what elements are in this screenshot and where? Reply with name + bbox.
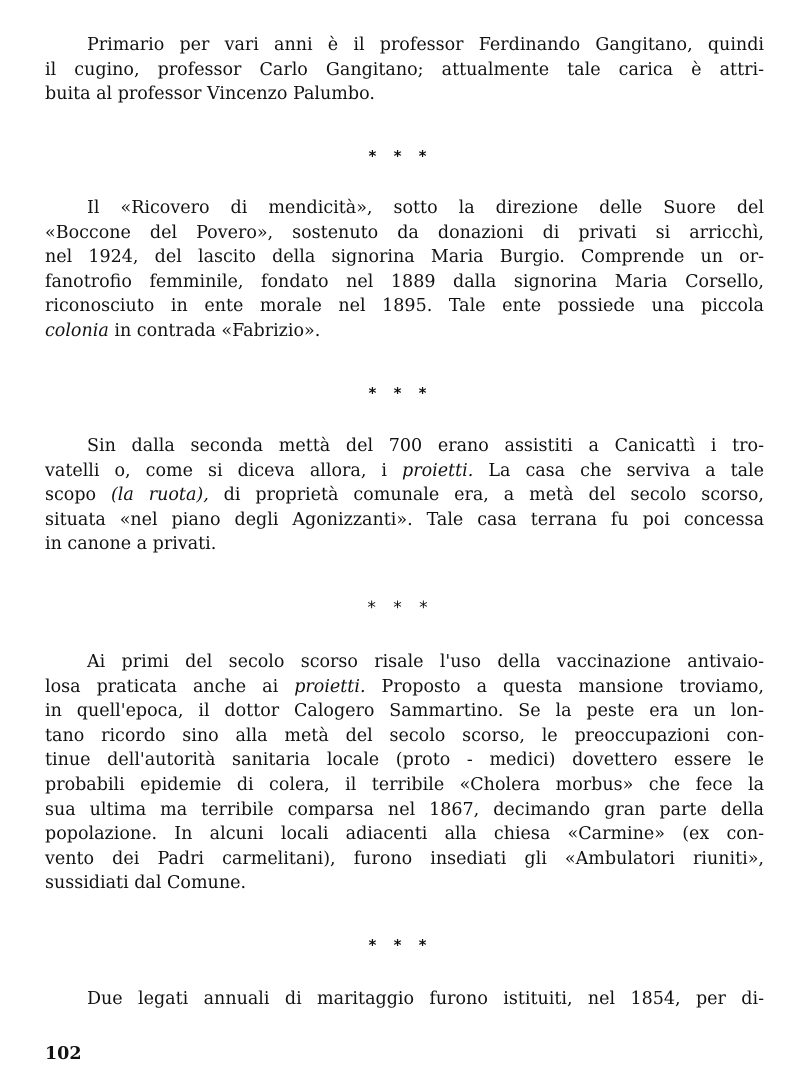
paragraph-proietti (45, 434, 764, 557)
text-line: buita al professor Vincenzo Palumbo. (45, 84, 375, 105)
text-line: probabili epidemie di colera, il terribile «Cholera morbus» che fece la (45, 774, 764, 795)
text-line: Il «Ricovero di mendicità», sotto la direzione delle Suore del (87, 198, 764, 218)
text-line: tinue dell'autorità sanitaria locale (proto - medici) dovettero essere le (45, 750, 764, 771)
text-line (45, 483, 764, 508)
text-line: tano ricordo sino alla metà del secolo scorso, le preoccupazioni con- (45, 725, 764, 746)
text-run: in contrada «Fabrizio». (108, 320, 321, 341)
text-line: popolazione. In alcuni locali adiacenti alla chiesa «Carmine» (ex con- (45, 824, 764, 845)
italic-term: (la ruota), (110, 485, 209, 506)
text-run: vatelli o, come si diceva allora, i (45, 460, 403, 481)
text-line: sussidiati dal Comune. (45, 873, 247, 894)
italic-term: proietti. (294, 676, 366, 697)
italic-term: colonia (45, 320, 109, 341)
text-run: Proposto a questa mansione troviamo, (365, 676, 764, 697)
text-line: fanotrofio femminile, fondato nel 1889 dalla signorina Maria Corsello, (45, 271, 764, 292)
text-line: Sin dalla seconda mettà del 700 erano assistiti a Canicattì i tro- (87, 436, 764, 456)
italic-term: proietti. (402, 460, 474, 481)
text-line: vento dei Padri carmelitani), furono insediati gli «Ambulatori riuniti», (45, 848, 764, 869)
text-line: Due legati annuali di maritaggio furono istituiti, nel 1854, per di- (87, 989, 764, 1009)
text-run: di proprietà comunale era, a metà del secolo scorso, (208, 485, 764, 506)
section-separator: * * * (368, 384, 433, 402)
text-line: in quell'epoca, il dottor Calogero Sammartino. Se la peste era un lon- (45, 701, 764, 722)
text-line: nel 1924, del lascito della signorina Maria Burgio. Comprende un or- (45, 247, 764, 268)
paragraph-gangitano (45, 33, 764, 107)
section-separator: * * * (368, 147, 433, 165)
text-line: Primario per vari anni è il professor Ferdinando Gangitano, quindi (87, 35, 764, 55)
text-line: sua ultima ma terribile comparsa nel 1867, decimando gran parte della (45, 799, 764, 820)
text-run: scopo (45, 485, 111, 506)
paragraph-vaccinazione (45, 650, 764, 896)
text-run: La casa che serviva a tale (473, 460, 764, 481)
text-line (45, 459, 764, 484)
page-number: 102 (45, 1044, 82, 1064)
text-line: riconosciuto in ente morale nel 1895. Tale ente possiede una piccola (45, 296, 764, 317)
section-separator: * * * (368, 936, 433, 954)
paragraph-ricovero (45, 196, 764, 344)
text-line: «Boccone del Povero», sostenuto da donazioni di privati si arricchì, (45, 222, 764, 243)
section-separator: * * * (367, 598, 434, 618)
text-line: il cugino, professor Carlo Gangitano; attualmente tale carica è attri- (45, 59, 764, 80)
text-line (45, 319, 764, 344)
text-line (45, 675, 764, 700)
text-line: in canone a privati. (45, 534, 217, 555)
text-line: situata «nel piano degli Agonizzanti». Tale casa terrana fu poi concessa (45, 509, 764, 530)
text-run: losa praticata anche ai (45, 676, 295, 697)
paragraph-legati (45, 987, 764, 1012)
text-line: Ai primi del secolo scorso risale l'uso della vaccinazione antivaio- (87, 652, 764, 672)
